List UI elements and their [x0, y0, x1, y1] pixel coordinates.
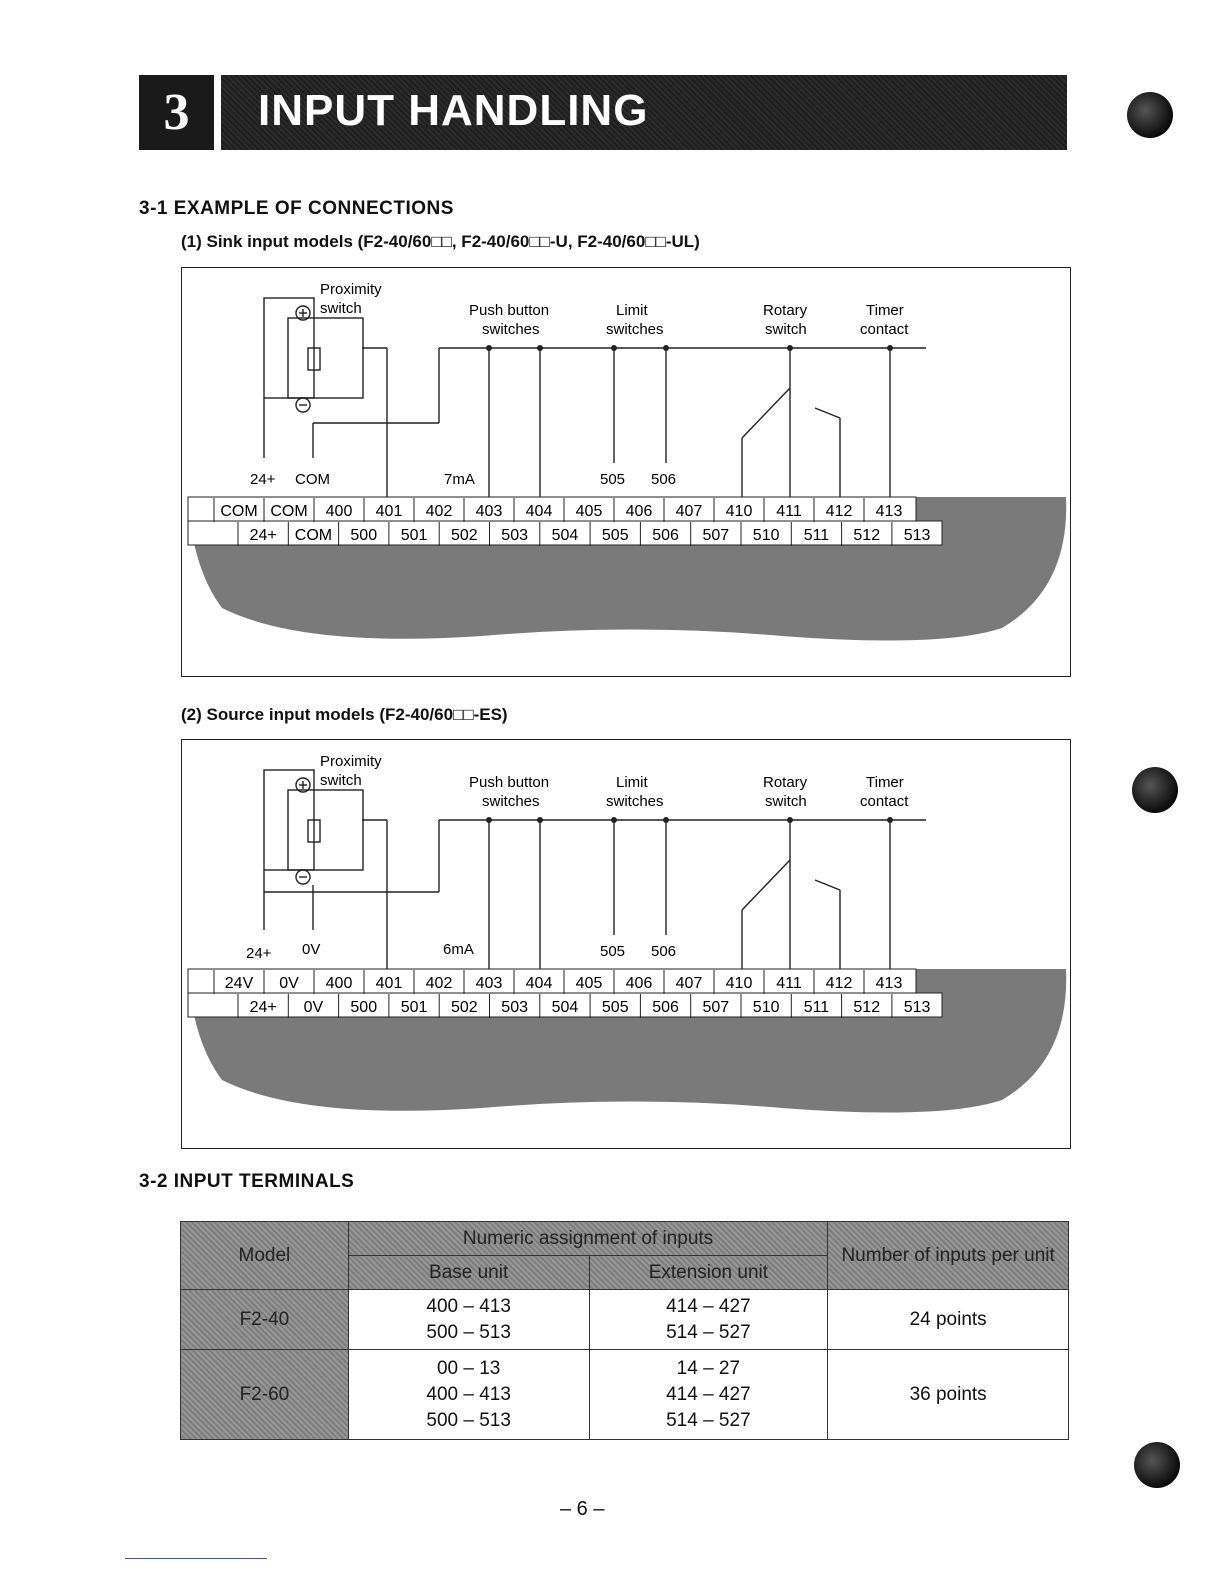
terminal-label: 400: [325, 503, 353, 520]
label-left-supply: 24+: [246, 945, 272, 962]
label-505: 505: [600, 471, 626, 488]
model-cell: F2-40: [181, 1290, 349, 1350]
terminal-label: 401: [375, 975, 403, 992]
terminal-label: 513: [903, 999, 931, 1016]
terminal-label: COM: [294, 527, 333, 544]
terminal-label: 504: [551, 527, 579, 544]
terminal-label: 501: [400, 527, 428, 544]
terminal-label: 404: [525, 503, 553, 520]
input-terminals-table: [180, 1221, 1069, 1440]
terminal-label: 412: [825, 975, 853, 992]
label-current: 6mA: [443, 941, 474, 958]
terminal-label: 512: [853, 999, 881, 1016]
label-push-switches: switches: [482, 793, 540, 810]
label-limit-switches: switches: [606, 321, 664, 338]
terminal-label: 405: [575, 503, 603, 520]
terminal-label: 410: [725, 503, 753, 520]
terminal-label: 503: [501, 527, 529, 544]
ext-cell: 414 – 427 514 – 527: [589, 1290, 828, 1350]
terminal-label: 413: [875, 975, 903, 992]
terminal-label: 0V: [279, 975, 299, 992]
terminal-label: 404: [525, 975, 553, 992]
terminal-label: 405: [575, 975, 603, 992]
terminal-label: 500: [350, 527, 378, 544]
terminal-label: 403: [475, 503, 503, 520]
label-rotary-switch: switch: [765, 321, 807, 338]
header-model: Model: [181, 1222, 349, 1290]
terminal-label: COM: [270, 503, 308, 520]
terminal-label: 410: [725, 975, 753, 992]
label-rotary-switch: switch: [765, 793, 807, 810]
label-proximity: Proximity: [320, 281, 382, 298]
count-cell: 36 points: [828, 1350, 1069, 1440]
label-505: 505: [600, 943, 626, 960]
terminal-label: 507: [702, 527, 730, 544]
label-timer-contact: contact: [860, 321, 909, 338]
terminal-label: 406: [625, 975, 653, 992]
base-cell: 00 – 13 400 – 413 500 – 513: [348, 1350, 589, 1440]
label-rotary: Rotary: [763, 774, 808, 791]
terminal-label: 503: [501, 999, 529, 1016]
terminal-label: 506: [652, 999, 679, 1016]
label-limit: Limit: [616, 302, 648, 319]
label-timer-contact: contact: [860, 793, 909, 810]
subheading-sink: (1) Sink input models (F2-40/60□□, F2-40/60□□-U, F2-40/60□□-UL): [181, 232, 700, 251]
terminal-label: 400: [325, 975, 353, 992]
base-cell: 400 – 413 500 – 513: [348, 1290, 589, 1350]
label-506: 506: [651, 943, 677, 960]
terminal-label: 502: [450, 527, 478, 544]
chapter-number: 3: [139, 75, 214, 150]
terminal-label: 403: [475, 975, 503, 992]
terminal-label: 505: [601, 999, 629, 1016]
terminal-label: 506: [652, 527, 679, 544]
label-timer: Timer: [866, 774, 904, 791]
table-row: [181, 1290, 1069, 1350]
terminal-label: COM: [220, 503, 258, 520]
label-push-switches: switches: [482, 321, 540, 338]
terminal-label: 510: [752, 999, 780, 1016]
terminal-label: 401: [375, 503, 403, 520]
footer-line: [125, 1558, 267, 1559]
wiring-diagram-svg: [182, 740, 1070, 1148]
terminal-label: 24V: [224, 975, 254, 992]
label-proximity-switch: switch: [320, 300, 362, 317]
count-cell: 24 points: [828, 1290, 1069, 1350]
terminal-label: 501: [400, 999, 428, 1016]
terminal-label: 407: [675, 975, 703, 992]
ext-cell: 14 – 27 414 – 427 514 – 527: [589, 1350, 828, 1440]
terminal-label: 402: [425, 975, 453, 992]
terminal-label: 402: [425, 503, 453, 520]
label-timer: Timer: [866, 302, 904, 319]
terminal-label: 500: [350, 999, 378, 1016]
punch-hole-icon: [1134, 1442, 1180, 1488]
terminal-label: 511: [803, 999, 830, 1016]
header-base: Base unit: [348, 1256, 589, 1290]
wiring-diagram-svg: [182, 268, 1070, 676]
sink-wiring-diagram: [181, 267, 1071, 677]
terminal-label: 413: [875, 503, 903, 520]
terminal-label: 507: [702, 999, 730, 1016]
terminal-label: 407: [675, 503, 703, 520]
terminal-label: 412: [825, 503, 853, 520]
chapter-title: INPUT HANDLING: [258, 86, 649, 135]
label-rotary: Rotary: [763, 302, 808, 319]
label-left-supply: 24+: [250, 471, 276, 488]
subheading-source: (2) Source input models (F2-40/60□□-ES): [181, 705, 508, 724]
terminal-label: 0V: [303, 999, 324, 1016]
label-506: 506: [651, 471, 677, 488]
table-row: [181, 1350, 1069, 1440]
terminal-label: 24+: [249, 527, 277, 544]
model-cell: F2-60: [181, 1350, 349, 1440]
terminal-label: 406: [625, 503, 653, 520]
header-numeric: Numeric assignment of inputs: [348, 1222, 827, 1256]
source-wiring-diagram: [181, 739, 1071, 1149]
terminal-label: 510: [752, 527, 780, 544]
terminal-label: 504: [551, 999, 579, 1016]
label-proximity-switch: switch: [320, 772, 362, 789]
terminal-label: 512: [853, 527, 881, 544]
section-heading: 3-1 EXAMPLE OF CONNECTIONS: [139, 198, 454, 219]
label-push-button: Push button: [469, 302, 550, 319]
label-common: COM: [295, 471, 330, 488]
label-proximity: Proximity: [320, 753, 382, 770]
header-ext: Extension unit: [589, 1256, 828, 1290]
terminal-label: 411: [776, 503, 802, 520]
label-push-button: Push button: [469, 774, 550, 791]
section-heading: 3-2 INPUT TERMINALS: [139, 1171, 355, 1192]
terminal-label: 411: [776, 975, 802, 992]
label-limit: Limit: [616, 774, 648, 791]
punch-hole-icon: [1132, 767, 1178, 813]
label-current: 7mA: [444, 471, 475, 488]
page-number: – 6 –: [560, 1498, 605, 1520]
terminal-label: 502: [450, 999, 478, 1016]
label-common: 0V: [302, 941, 321, 958]
punch-hole-icon: [1127, 92, 1173, 138]
label-limit-switches: switches: [606, 793, 664, 810]
terminal-label: 24+: [249, 999, 277, 1016]
terminal-label: 511: [803, 527, 830, 544]
terminal-label: 505: [601, 527, 629, 544]
terminal-label: 513: [903, 527, 931, 544]
header-count: Number of inputs per unit: [828, 1222, 1069, 1290]
